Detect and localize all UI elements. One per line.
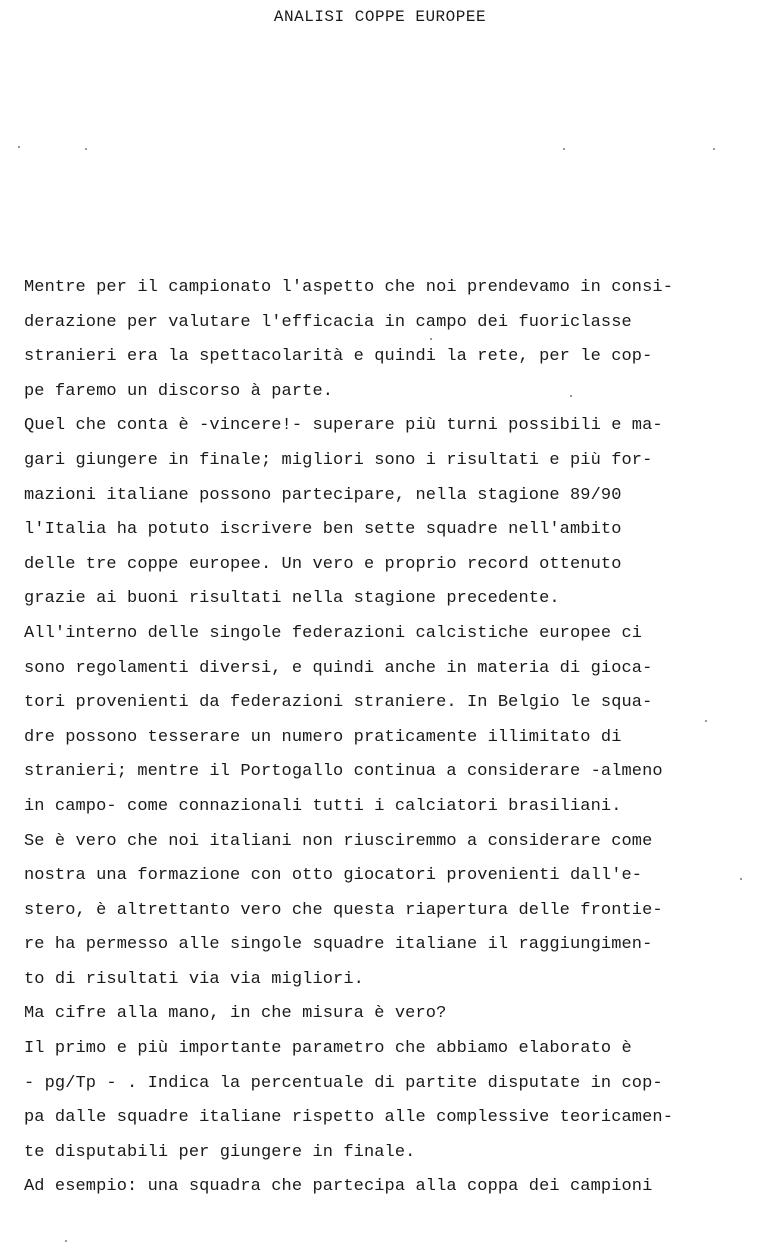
text-line: delle tre coppe europee. Un vero e proprio record ottenuto <box>24 554 622 574</box>
text-line: Ma cifre alla mano, in che misura è vero? <box>24 1004 447 1024</box>
text-line: Il primo e più importante parametro che abbiamo elaborato è <box>24 1039 632 1059</box>
text-line: sono regolamenti diversi, e quindi anche in materia di gioca- <box>24 658 653 678</box>
text-line: nostra una formazione con otto giocatori provenienti dall'e- <box>24 866 643 886</box>
text-line: pe faremo un discorso à parte. <box>24 381 334 401</box>
scan-speck <box>65 1240 67 1242</box>
text-line: re ha permesso alle singole squadre italiane il raggiungimen- <box>24 935 653 955</box>
text-line: pa dalle squadre italiane rispetto alle complessive teoricamen- <box>24 1108 674 1128</box>
text-line: mazioni italiane possono partecipare, nella stagione 89/90 <box>24 485 622 505</box>
scan-speck <box>570 395 572 397</box>
scan-speck <box>705 720 707 722</box>
text-line: gari giungere in finale; migliori sono i risultati e più for- <box>24 450 653 470</box>
text-line: stranieri era la spettacolarità e quindi la rete, per le cop- <box>24 347 653 367</box>
scan-speck <box>430 338 432 340</box>
text-line: Ad esempio: una squadra che partecipa alla coppa dei campioni <box>24 1177 653 1197</box>
page-title: ANALISI COPPE EUROPEE <box>273 8 487 26</box>
text-line: l'Italia ha potuto iscrivere ben sette squadre nell'ambito <box>24 520 622 540</box>
text-line: - pg/Tp - . Indica la percentuale di partite disputate in cop- <box>24 1073 663 1093</box>
text-line: Quel che conta è -vincere!- superare più turni possibili e ma- <box>24 416 663 436</box>
body-text <box>24 271 764 1205</box>
text-line: derazione per valutare l'efficacia in campo dei fuoriclasse <box>24 312 632 332</box>
text-line: te disputabili per giungere in finale. <box>24 1142 416 1162</box>
text-line: Se è vero che noi italiani non riusciremmo a considerare come <box>24 831 653 851</box>
text-line: tori provenienti da federazioni straniere. In Belgio le squa- <box>24 693 653 713</box>
text-line: All'interno delle singole federazioni calcistiche europee ci <box>24 623 643 643</box>
text-line: grazie ai buoni risultati nella stagione precedente. <box>24 589 560 609</box>
scan-speck <box>18 146 20 148</box>
text-line: dre possono tesserare un numero praticamente illimitato di <box>24 727 622 747</box>
scan-speck <box>713 148 715 150</box>
text-line: stranieri; mentre il Portogallo continua a considerare -almeno <box>24 762 663 782</box>
scan-speck <box>85 148 87 150</box>
scan-speck <box>740 878 742 880</box>
scan-speck <box>563 148 565 150</box>
text-line: Mentre per il campionato l'aspetto che noi prendevamo in consi- <box>24 278 674 297</box>
text-line: stero, è altrettanto vero che questa riapertura delle frontie- <box>24 900 663 920</box>
text-line: in campo- come connazionali tutti i calciatori brasiliani. <box>24 796 622 816</box>
text-line: to di risultati via via migliori. <box>24 969 364 989</box>
